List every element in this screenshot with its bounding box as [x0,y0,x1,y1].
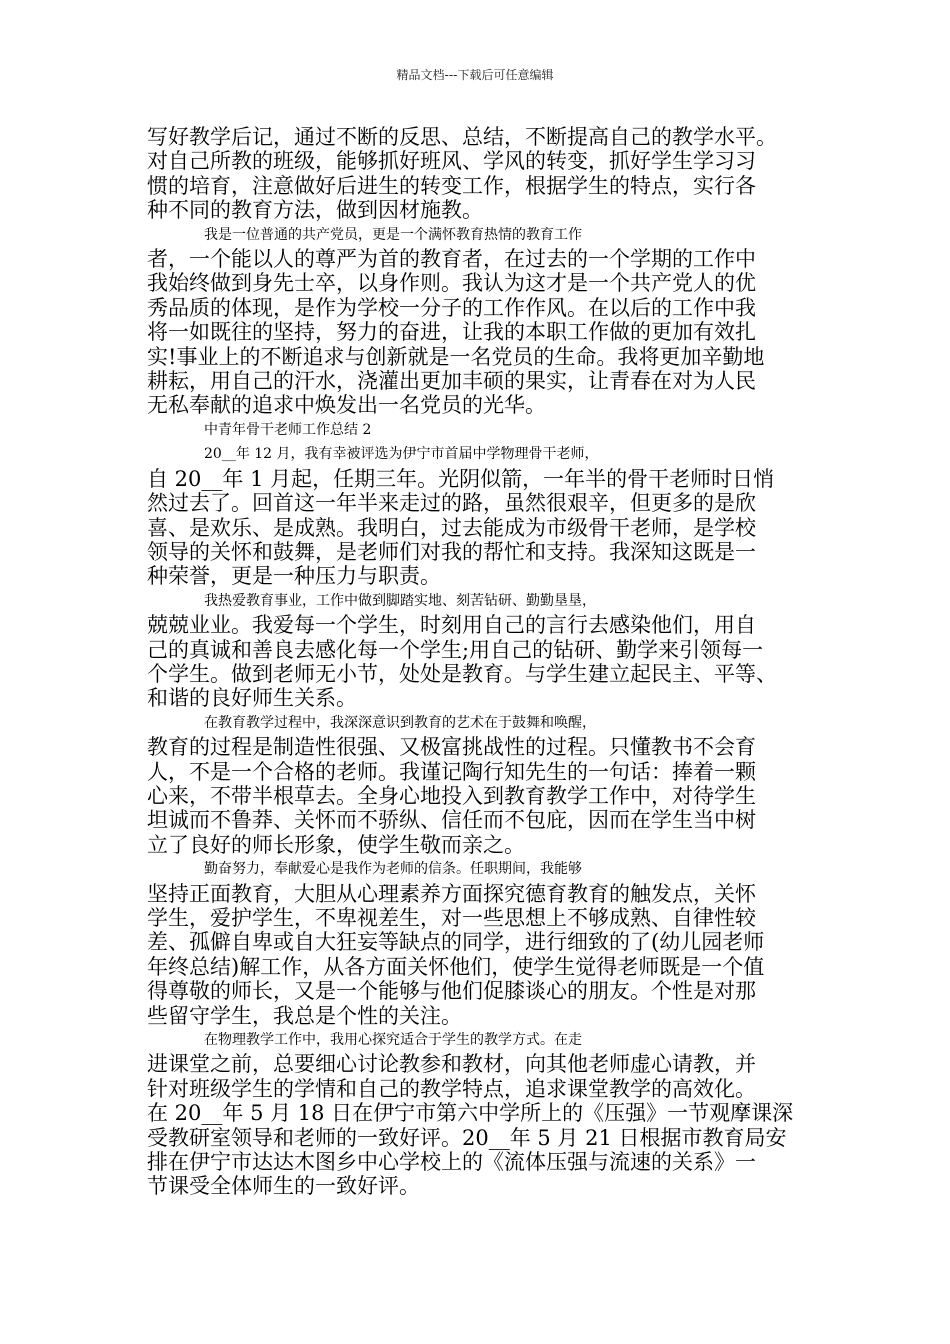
document-body [147,125,815,1199]
text-line: 在 20__年 5 月 18 日在伊宁市第六中学所上的《压强》一节观摩课深 [147,1101,794,1126]
text-line: 受教研室领导和老师的一致好评。20__年 5 月 21 日根据市教育局安 [147,1125,787,1150]
text-line: 心来，不带半根草去。全身心地投入到教育教学工作中，对待学生 [147,783,756,808]
text-line: 写好教学后记，通过不断的反思、总结，不断提高自己的教学水平。 [147,125,777,149]
text-line: 自 20__年 1 月起，任期三年。光阴似箭，一年半的骨干老师时日悄 [147,466,775,491]
text-line: 在物理教学工作中，我用心探究适合于学生的教学方式。在走 [204,1032,582,1049]
text-line: 坦诚而不鲁莽、关怀而不骄纵、信任而不包庇，因而在学生当中树 [147,808,756,833]
text-line: 兢兢业业。我爱每一个学生，时刻用自己的言行去感染他们，用自 [147,613,756,638]
text-line: 中青年骨干老师工作总结 2 [204,421,372,438]
text-line: 立了良好的师长形象，使学生敬而亲之。 [147,832,525,857]
text-line: 然过去了。回首这一年半来走过的路，虽然很艰辛，但更多的是欣 [147,491,756,516]
text-line: 教育的过程是制造性很强、又极富挑战性的过程。只懂教书不会育 [147,735,756,760]
text-line: 耕耘，用自己的汗水，浇灌出更加丰硕的果实，让青春在对为人民 [147,369,756,394]
text-line: 将一如既往的坚持，努力的奋进，让我的本职工作做的更加有效扎 [147,320,756,345]
text-line: 勤奋努力，奉献爱心是我作为老师的信条。任职期间，我能够 [204,861,582,878]
text-line: 在教育教学过程中，我深深意识到教育的艺术在于鼓舞和唤醒， [204,714,596,731]
page-header: 精品文档---下载后可任意编辑 [396,68,554,82]
text-line: 排在伊宁市达达木图乡中心学校上的《流体压强与流速的关系》一 [147,1150,756,1175]
text-line: 无私奉献的追求中焕发出一名党员的光华。 [147,393,546,418]
text-line: 我是一位普通的共产党员，更是一个满怀教育热情的教育工作 [204,226,582,243]
text-line: 进课堂之前，总要细心讨论教参和教材，向其他老师虚心请教，并 [147,1052,756,1077]
text-line: 学生，爱护学生，不卑视差生，对一些思想上不够成熟、自律性较 [147,906,756,930]
text-line: 人，不是一个合格的老师。我谨记陶行知先生的一句话：捧着一颗 [147,759,756,784]
text-line: 惯的培育，注意做好后进生的转变工作，根据学生的特点，实行各 [147,173,756,198]
text-line: 得尊敬的师长，又是一个能够与他们促膝谈心的朋友。个性是对那 [147,979,756,1004]
text-line: 种荣誉，更是一种压力与职责。 [147,564,441,589]
text-line: 个学生。做到老师无小节，处处是教育。与学生建立起民主、平等、 [147,661,777,686]
text-line: 领导的关怀和鼓舞，是老师们对我的帮忙和支持。我深知这既是一 [147,539,756,564]
text-line: 差、孤僻自卑或自大狂妄等缺点的同学，进行细致的了(幼儿园老师 [147,930,765,955]
text-line: 20__年 12 月，我有幸被评选为伊宁市首届中学物理骨干老师， [204,446,599,463]
text-line: 者，一个能以人的尊严为首的教育者，在过去的一个学期的工作中 [147,247,756,272]
text-line: 己的真诚和善良去感化每一个学生;用自己的钻研、勤学来引领每一 [147,637,764,662]
text-line: 我始终做到身先士卒，以身作则。我认为这才是一个共产党人的优 [147,271,756,296]
text-line: 对自己所教的班级，能够抓好班风、学风的转变，抓好学生学习习 [147,149,756,174]
text-line: 喜、是欢乐、是成熟。我明白，过去能成为市级骨干老师，是学校 [147,515,756,540]
text-line: 些留守学生，我总是个性的关注。 [147,1003,462,1028]
text-line: 针对班级学生的学情和自己的教学特点，追求课堂教学的高效化。 [147,1076,756,1101]
text-line: 秀品质的体现，是作为学校一分子的工作作风。在以后的工作中我 [147,295,756,320]
text-line: 我热爱教育事业，工作中做到脚踏实地、刻苦钻研、勤勤垦垦， [204,592,596,609]
text-line: 和谐的良好师生关系。 [147,686,357,711]
text-line: 实!事业上的不断追求与创新就是一名党员的生命。我将更加辛勤地 [147,344,765,369]
text-line: 坚持正面教育，大胆从心理素养方面探究德育教育的触发点，关怀 [147,881,756,906]
text-line: 年终总结)解工作，从各方面关怀他们，使学生觉得老师既是一个值 [147,954,765,979]
text-line: 种不同的教育方法，做到因材施教。 [147,198,483,223]
text-line: 节课受全体师生的一致好评。 [147,1174,420,1199]
